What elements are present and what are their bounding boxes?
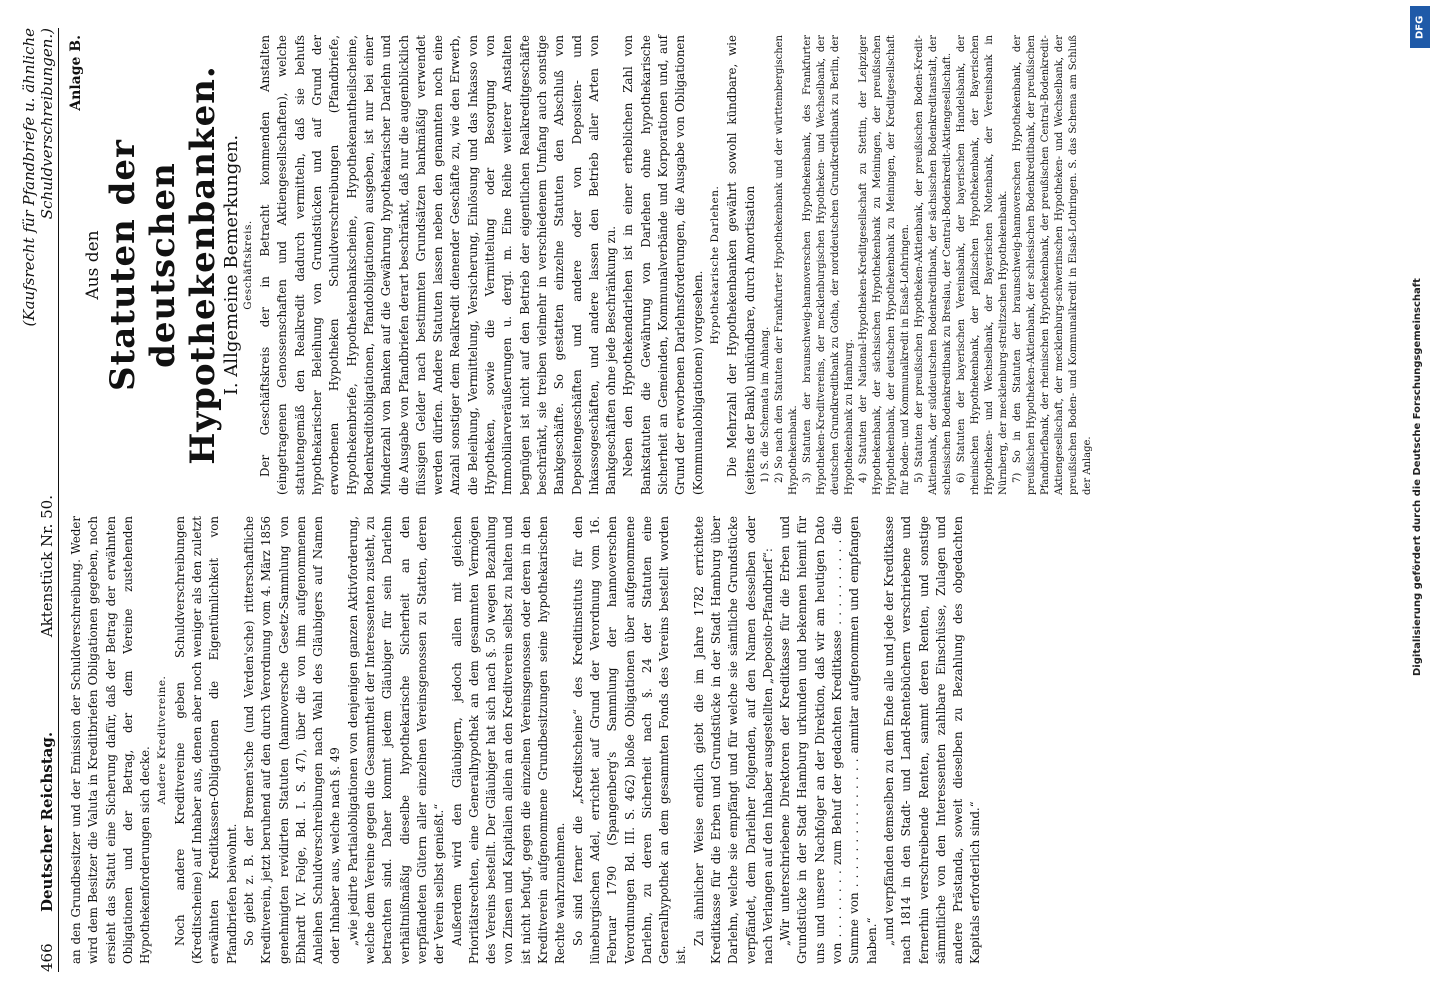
footnote: 6) Statuten der bayerischen Vereinsbank, der bayerischen Handelsbank, der rheinischen Hypothekenbank, der pfälzischen Hypothekenbank, der Bayerischen Hypotheken- und Wechselbank, der Bayerischen Notenbank, der Vereinsbank in Nürnberg, der mecklenburg-strelitzschen Hypothekenbank.: [955, 35, 1009, 495]
left-column: [68, 516, 985, 964]
footnote: 3) Statuten der braunschweig-hannoverschen Hypothekenbank, des Frankfurter Hypotheken-Kreditvereins, der mecklenburgischen Hypotheken- und Wechselbank, der deutschen Grundkreditbank zu Gotha, der norddeutschen Grundkreditbank zu Berlin, der Hypothekenbank zu Hamburg.: [801, 35, 855, 495]
left-paragraph: an den Grundbesitzer und der Emission der Schuldverschreibung. Weder wird dem Besitzer die Valuta in Kreditbriefen Obligationen gegeben, noch ersieht das Statut eine Sicherung dafür, daß der Betrag der erwähnten Obligationen und der Betrag, der dem Vereine zustehenden Hypothekenforderungen sich decke.: [69, 516, 153, 964]
anlage-label: Anlage B.: [68, 35, 84, 111]
page-header: [20, 28, 59, 972]
right-column: [68, 35, 1095, 495]
title-line-1: Statuten der deutschen: [102, 139, 183, 391]
left-paragraph: Noch andere Kreditvereine geben Schuldverschreibungen (Kreditscheine) auf Inhaber aus, denen aber noch weniger als den zuletzt erwähnten Kreditkassen-Obligationen die Eigentümlichkeit von Pfandbriefen beiwohnt.: [172, 516, 239, 964]
left-paragraph: Außerdem wird den Gläubigern, jedoch allen mit gleichen Prioritätsrechten, eine Generalhypothek an dem gesammten Vermögen des Vereins bestellt. Der Gläubiger hat sich nach §. 50 wegen Bezahlung von Zinsen und Kapitalien allein an den Kreditverein selbst zu halten und ist nicht befugt, gegen die einzelnen Vereinsgenossen oder deren in den Kreditverein aufgenommene Grundbesitzungen seine hypothekarischen Rechte wahrzunehmen.: [449, 516, 568, 964]
section-heading: I. Allgemeine Bemerkungen.: [220, 134, 242, 396]
dfg-logo: DFG: [1410, 6, 1430, 48]
digitization-credit: Digitalisierung gefördert durch die Deutsche Forschungsgemeinschaft: [1412, 278, 1423, 676]
subheading-hypothekarische-darlehen: Hypothekarische Darlehen.: [708, 185, 721, 345]
title-line-2: Hypothekenbanken.: [182, 65, 223, 465]
right-paragraph: Die Mehrzahl der Hypothekenbanken gewährt sowohl kündbare, wie (seitens der Bank) unkündbare, durch Amortisation: [725, 35, 757, 495]
footnote: 7) So in den Statuten der braunschweig-hannoverschen Hypothekenbank, der preußischen Hypotheken-Aktienbank, der schlesischen Bodenkreditbank, der preußischen Pfandbriefbank, der rheinischen Hypothekenbank, der preußischen Central-Bodenkredit-Aktiengesellschaft, der mecklenburg-schwerinschen Hypotheken- und Wechselbank, der preußischen Boden- und Kommunalkredit in Elsaß-Lothringen. S. das Schema am Schluß der Anlage.: [1011, 35, 1093, 495]
left-quote: „wie jedirte Partialobligationen von denjenigen ganzen Aktivforderung, welche dem Vereine gegen die Gesammtheit der Interessenten zusteht, zu betrachten sind. Daher kommt jedem Gläubiger für sein Darlehn verhältnißmäßig dieselbe hypothekarische Sicherheit an den verpfändeten Gütern aller einzelnen Vereinsgenossen zu Statten, deren der Verein selbst genießt.“: [345, 516, 447, 964]
subheading-andere-kreditvereine: Andere Kreditvereine.: [156, 675, 169, 805]
page-number: 466: [38, 943, 56, 972]
right-paragraph: Der Geschäftskreis der in Betracht kommenden Anstalten (eingetragenen Genossenschaften und Aktiengesellschaften), welche statutengemäß den Realkredit dadurch vermitteln, daß sie behufs hypothekarischer Beleihung von Grundstücken und auf Grund der erworbenen Hypotheken Schuldverschreibungen (Pfandbriefe, Hypothekenbriefe, Hypothekenbankscheine, Hypothekenantheilscheine, Bodenkreditobligationen, Pfandobligationen) ausgeben, ist nur bei einer Minderzahl von Banken auf die Gewährung hypothekarischer Darlehn und die Ausgabe von Pfandbriefen derart beschränkt, daß nur die augenblicklich flüssigen Gelder nach bestimmten Grundsätzen bankmäßig verwendet werden dürfen. Andere Statuten lassen neben den genannten noch eine Anzahl sonstiger dem Realkredit dienender Geschäfte zu, wie den Erwerb, die Beleihung, Vermittelung, Versicherung, Einlösung und das Inkasso von Hypotheken, sowie die Vermittelung oder Besorgung von Immobiliarveräußerungen u. dergl. m. Eine Reihe weiterer Anstalten begnügen ist nicht auf den Betrieb der eigentlichen Realkreditgeschäfte beschränkt, sie treiben vielmehr in verschiedenem Umfang auch sonstige Bankgeschäfte. So gestatten einzelne Statuten den Abschluß von Depositengeschäften und andere oder von Depositen- und Inkassogeschäften, und andere lassen den Betrieb aller Arten von Bankgeschäften ohne jede Beschränkung zu.: [258, 35, 619, 495]
subheading-geschaeftskreis: Geschäftskreis.: [241, 220, 254, 310]
left-quote: „und verpfänden demselben zu dem Ende alle und jede der Kreditkasse nach 1814 in den Stadt- und Land-Rentebüchern verschriebene und fernerhin verschreibende Renten, sammt deren Renten, und sonstige sämmtliche von den Interessenten zahlbare Einschüsse, Zulagen und andere Prästanda, soweit dieselben zu Bezahlung des obgedachten Kapitals erforderlich sind.“: [881, 516, 983, 964]
left-paragraph: So sind ferner die „Kreditscheine“ des Kreditinstituts für den lüneburgischen Adel, errichtet auf Grund der Verordnung vom 16. Februar 1790 (Spangenberg's Sammlung der hannoverschen Verordnungen Bd. III. S. 462) bloße Obligationen über aufgenommene Darlehn, zu deren Sicherheit nach §. 24 der Statuten eine Generalhypothek an dem gesammten Fonds des Vereins bestellt worden ist.: [570, 516, 689, 964]
left-paragraph: Zu ähnlicher Weise endlich giebt die im Jahre 1782 errichtete Kreditkasse für die Erben und Grundstücke in der Stadt Hamburg über Darlehn, welche sie empfängt und für welche sie sämtliche Grundstücke verpfändet, dem Darleiher folgenden, auf den Namen desselben oder nach Verlangen auf den Inhaber ausgestellten „Deposito-Pfandbrief“:: [691, 516, 775, 964]
footnote: 5) Statuten der preußischen Hypotheken-Aktienbank, der preußischen Boden-Kredit-Aktienbank, der süddeutschen Bodenkreditbank, der sächsischen Bodenkreditanstalt, der schlesischen Bodenkreditbank zu Breslau, der Central-Bodenkredit-Aktiengesellschaft.: [913, 35, 953, 495]
footnote: 1) S. die Schemata im Anhang.: [759, 326, 771, 483]
header-topic: (Kaufsrecht für Pfandbriefe u. ähnliche Schuldverschreibungen.): [20, 28, 56, 327]
header-source: Deutscher Reichstag.: [38, 731, 56, 912]
footnote: 2) So nach den Statuten der Frankfurter Hypothekenbank und der württembergischen Hypothekenbank.: [773, 35, 799, 495]
footnote: 4) Statuten der National-Hypotheken-Kreditgesellschaft zu Stettin, der Leipziger Hypothekenbank, der sächsischen Hypothekenbank zu Meiningen, der preußischen Hypothekenbank, der deutschen Hypothekenbank zu Meiningen, der Kreditgesellschaft für Boden- und Kommunalkredit in Elsaß-Lothringen.: [857, 35, 911, 495]
footnotes: [759, 35, 1095, 495]
right-paragraph: Neben den Hypothekendarlehen ist in einer erheblichen Zahl von Bankstatuten die Gewährung von Darlehen ohne hypothekarische Sicherheit an Gemeinden, Kommunalverbände und Korporationen und, auf Grund der erworbenen Darlehnsforderungen, die Ausgabe von Obligationen (Kommunalobligationen) vorgesehen.: [621, 35, 705, 495]
left-paragraph: So giebt z. B. der Bremen'sche (und Verden'sche) ritterschaftliche Kreditverein, jetzt beruhend auf den durch Verordnung vom 4. März 1856 genehmigten revidirten Statuten (hannoversche Gesetz-Sammlung von Ebhardt IV. Folge, Bd. I. S. 47), über die von ihm aufgenommenen Anleihen Schuldverschreibungen nach Wahl des Gläubigers auf Namen oder Inhaber aus, welche nach §. 49: [241, 516, 343, 964]
left-quote: „Wir unterschriebene Direktoren der Kreditkasse für die Erben und Grundstücke in der Stadt Hamburg urkunden und bekennen hiemit für uns und unsere Nachfolger an der Direktion, daß wir am heutigen Dato von . . . . . . . . zum Behuf der gedachten Kreditkasse . . . . . . . . . . die Summe von . . . . . . . . . . . . . . . anmitar aufgenommen und empfangen haben.“: [778, 516, 879, 964]
title-prefix: Aus den: [83, 230, 104, 300]
header-document: Aktenstück Nr. 50.: [38, 495, 56, 638]
